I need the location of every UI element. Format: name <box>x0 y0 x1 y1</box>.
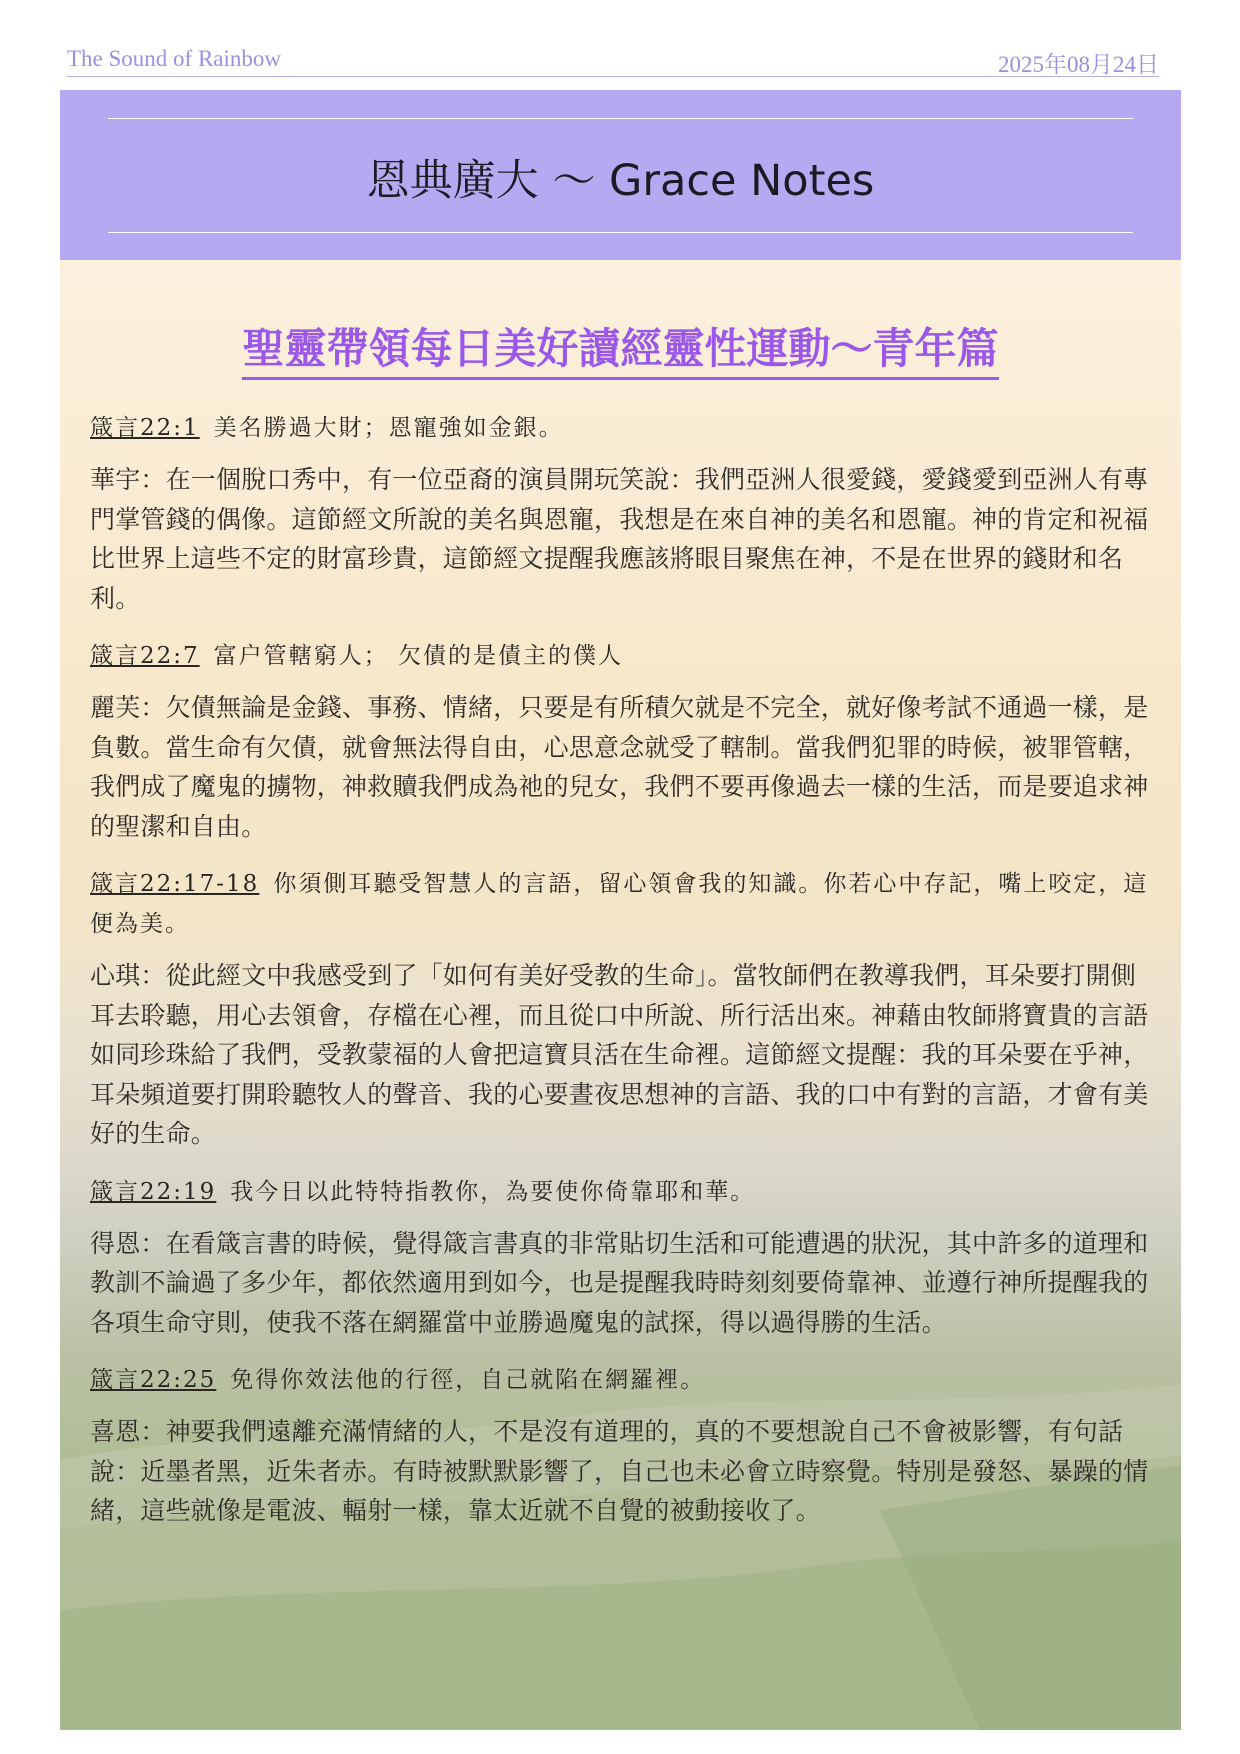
verse-reference: 箴言22:19 <box>90 1178 217 1205</box>
reflection-paragraph: 得恩：在看箴言書的時候，覺得箴言書真的非常貼切生活和可能遭遇的狀況，其中許多的道理和教訓不論過了多少年，都依然適用到如今，也是提醒我時時刻刻要倚靠神、並遵行神所提醒我的各項生命守則，使我不落在網羅當中並勝過魔鬼的試探，得以過得勝的生活。 <box>90 1228 1149 1337</box>
verse-line <box>90 408 1152 448</box>
devotional-content <box>90 408 1152 1531</box>
newsletter-header <box>60 90 1181 260</box>
verse-reference: 箴言22:7 <box>90 643 200 669</box>
reflection-paragraph: 華宇：在一個脫口秀中，有一位亞裔的演員開玩笑說：我們亞洲人很愛錢，愛錢愛到亞洲人有專門掌管錢的偶像。這節經文所說的美名與恩寵，我想是在來自神的美名和恩寵。神的肯定和祝福比世界上這些不定的財富珍貴，這節經文提醒我應該將眼目聚焦在神，不是在世界的錢財和名利。 <box>90 465 1149 613</box>
publication-name: The Sound of Rainbow <box>67 46 282 71</box>
verse-text: 我今日以此特特指教你，為要使你倚靠耶和華。 <box>230 1178 756 1205</box>
content-panel <box>60 90 1181 1730</box>
issue-date: 2025年08月24日 <box>998 52 1159 77</box>
header-rule-bottom <box>108 232 1133 233</box>
section-subtitle-text: 聖靈帶領每日美好讀經靈性運動～青年篇 <box>242 324 998 380</box>
verse-line <box>90 636 1152 676</box>
verse-line <box>90 864 1152 944</box>
verse-text: 你須側耳聽受智慧人的言語，留心領會我的知識。你若心中存記，嘴上咬定，這便為美。 <box>90 871 1149 937</box>
reflection-paragraph: 麗芙：欠債無論是金錢、事務、情緒，只要是有所積欠就是不完全，就好像考試不通過一樣，是負數。當生命有欠債，就會無法得自由，心思意念就受了轄制。當我們犯罪的時候，被罪管轄，我們成了魔鬼的擄物，神救贖我們成為祂的兒女，我們不要再像過去一樣的生活，而是要追求神的聖潔和自由。 <box>90 693 1149 841</box>
top-bar <box>67 40 1159 77</box>
verse-reference: 箴言22:1 <box>90 415 200 441</box>
verse-text: 富户管轄窮人； 欠債的是債主的僕人 <box>213 643 623 669</box>
reflection-paragraph: 喜恩：神要我們遠離充滿情緒的人，不是沒有道理的，真的不要想說自己不會被影響，有句話說：近墨者黑，近朱者赤。有時被默默影響了，自己也未必會立時察覺。特別是發怒、暴躁的情緒，這些就像是電波、輻射一樣，靠太近就不自覺的被動接收了。 <box>90 1417 1149 1525</box>
verse-text: 免得你效法他的行徑，自己就陷在網羅裡。 <box>230 1367 706 1393</box>
section-subtitle <box>60 316 1181 376</box>
header-rule-top <box>108 118 1133 119</box>
verse-line <box>90 1360 1152 1400</box>
verse-reference: 箴言22:25 <box>90 1367 217 1393</box>
newsletter-title: 恩典廣大 ～ Grace Notes <box>366 156 875 206</box>
verse-text: 美名勝過大財；恩寵強如金銀。 <box>213 415 564 441</box>
reflection-paragraph: 心琪：從此經文中我感受到了「如何有美好受教的生命」。當牧師們在教導我們，耳朵要打開側耳去聆聽，用心去領會，存檔在心裡，而且從口中所說、所行活出來。神藉由牧師將寶貴的言語如同珍珠給了我們，受教蒙福的人會把這寶貝活在生命裡。這節經文提醒：我的耳朵要在乎神，耳朵頻道要打開聆聽牧人的聲音、我的心要晝夜思想神的言語、我的口中有對的言語，才會有美好的生命。 <box>90 961 1149 1148</box>
verse-reference: 箴言22:17-18 <box>90 871 260 897</box>
verse-line <box>90 1172 1152 1212</box>
